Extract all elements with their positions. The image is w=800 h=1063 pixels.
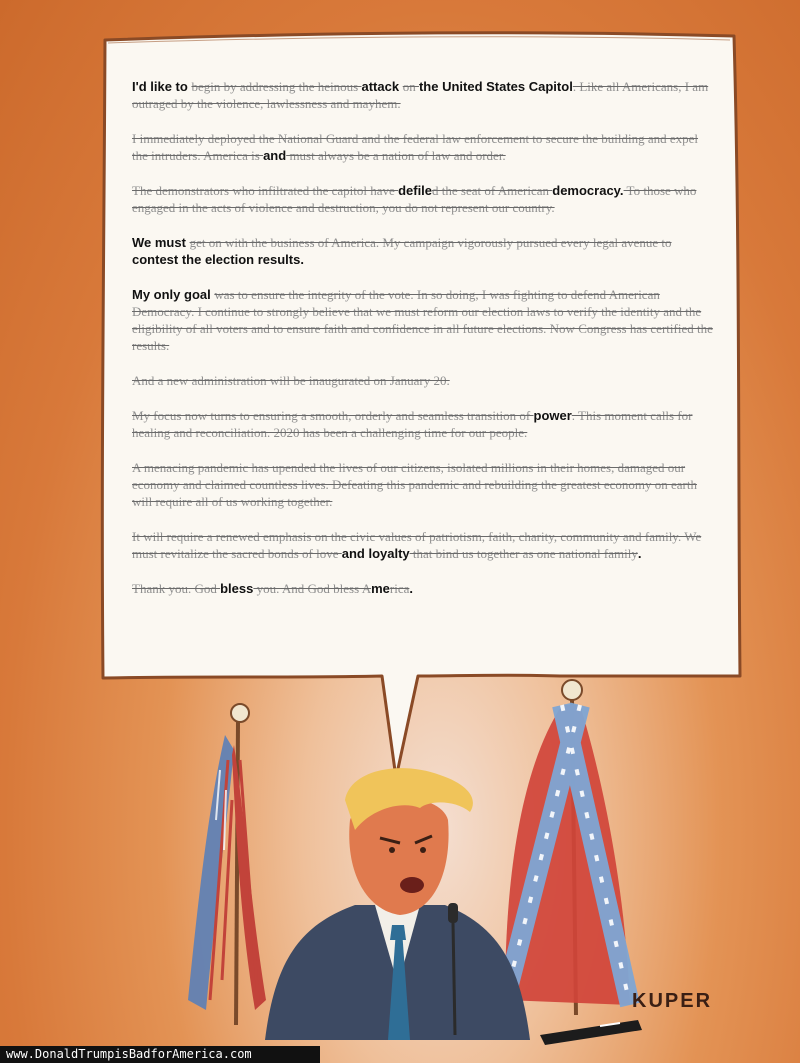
struck-phrase: was to ensure the integrity of the vote. In so doing, I was fighting to defend American Democracy. I continue to strongly believe that we must reform our election laws to verify the identity and the eligibility of all voters and to ensure faith and confidence in all future elections. Now Congress has certified the results. xyxy=(132,287,713,353)
struck-phrase: It will require a renewed emphasis on the civic values of patriotism, faith, charity, community and family. We must revitalize the sacred bonds of love xyxy=(132,529,702,561)
struck-phrase: . Like all Americans, I am outraged by the violence, lawlessness and mayhem. xyxy=(132,79,709,111)
trump-figure xyxy=(265,768,530,1040)
struck-phrase: must always be a nation of law and order. xyxy=(286,148,506,163)
kept-phrase: me xyxy=(371,581,390,596)
struck-phrase: rica xyxy=(389,581,410,596)
kept-phrase: power xyxy=(533,408,572,423)
kept-phrase: democracy. xyxy=(552,183,624,198)
struck-phrase: d the seat of American xyxy=(432,183,553,198)
kept-phrase: . xyxy=(409,581,413,596)
kept-phrase: and xyxy=(263,148,287,163)
artist-signature: KUPER xyxy=(632,990,713,1012)
struck-phrase: To those who engaged in the acts of violence and destruction, you do not represent our country. xyxy=(132,183,697,215)
struck-phrase: . This moment calls for healing and reconciliation. 2020 has been a challenging time for our people. xyxy=(132,408,693,440)
kept-phrase: We must xyxy=(132,235,190,250)
struck-phrase: you. And God bless A xyxy=(253,581,372,596)
kept-phrase: attack xyxy=(361,79,403,94)
struck-phrase: My focus now turns to ensuring a smooth, orderly and seamless transition of xyxy=(132,408,534,423)
us-flag-icon xyxy=(188,704,266,1025)
struck-phrase: that bind us together as one national family xyxy=(409,546,638,561)
kept-phrase: . xyxy=(637,546,642,561)
struck-phrase: on xyxy=(402,79,419,94)
struck-phrase: A menacing pandemic has upended the lives of our citizens, isolated millions in their homes, damaged our economy and claimed countless lives. Defeating this pandemic and rebuilding the greatest economy on earth will require all of us working together. xyxy=(132,460,697,509)
kept-phrase: My only goal xyxy=(132,287,215,302)
kept-phrase: and loyalty xyxy=(341,546,410,561)
kept-phrase: I'd like to xyxy=(132,79,192,94)
struck-phrase: I immediately deployed the National Guard and the federal law enforcement to secure the building and expel the intruders. America is xyxy=(132,131,699,163)
struck-phrase: Thank you. God xyxy=(132,581,221,596)
kept-phrase: the United States Capitol xyxy=(418,79,573,94)
struck-phrase: And a new administration will be inaugurated on January 20. xyxy=(132,373,450,388)
struck-phrase: The demonstrators who infiltrated the capitol have xyxy=(132,183,399,198)
sharpie-pen-icon xyxy=(540,1020,642,1045)
confederate-flag-icon xyxy=(505,680,630,1015)
kept-phrase: bless xyxy=(220,581,254,596)
kept-phrase: contest the election results. xyxy=(132,252,304,267)
struck-phrase: begin by addressing the heinous xyxy=(191,79,362,94)
footer-url: www.DonaldTrumpisBadforAmerica.com xyxy=(0,1046,320,1063)
kept-phrase: defile xyxy=(398,183,433,198)
struck-phrase: get on with the business of America. My campaign vigorously pursued every legal avenue to xyxy=(189,235,672,250)
